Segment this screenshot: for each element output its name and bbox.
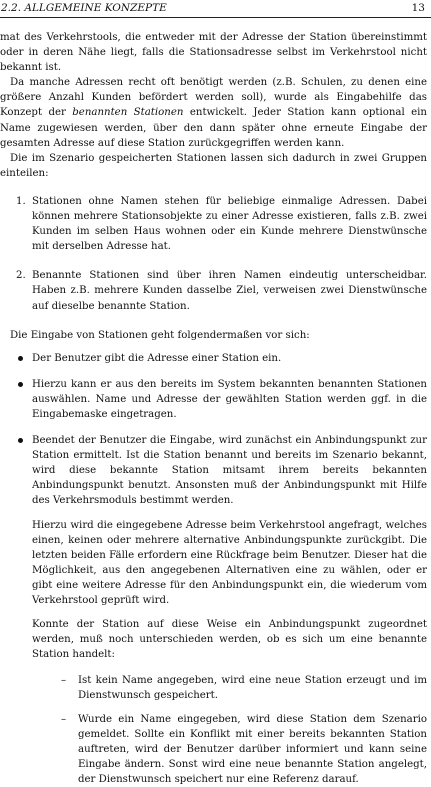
paragraph-step-3-check: Konnte der Station auf diese Weise ein Anbindungspunkt zugeordnet werden, muß noch unterschieden werden, ob es sich um eine benannte Station handelt:	[32, 619, 427, 661]
list-item-text: Stationen ohne Namen stehen für beliebige einmalige Adressen. Dabei können mehrere Stationsobjekte zu einer Adresse existieren, falls z.B. zwei Kunden im selben Haus wohnen oder ein Kunde mehrere Dienstwünsche mit derselben Adresse hat.	[32, 195, 427, 253]
dash-marker: –	[61, 713, 67, 725]
list-item-text: Hierzu kann er aus den bereits im System bekannten benannten Stationen auswählen. Name und Adresse der gewählten Station werden ggf. in die Eingabemaske eingetragen.	[32, 378, 427, 420]
list-item-text: Ist kein Name angegeben, wird eine neue Station erzeugt und im Dienstwunsch gespeichert.	[78, 675, 427, 702]
paragraph-step-3-query: Hierzu wird die eingegebene Adresse beim Verkehrstool angefragt, welches einen, keinen oder mehrere alternative Anbindungspunkte zurückgibt. Die letzten beiden Fälle erfordern eine Rückfrage beim Benutzer. Dieser hat die Möglichkeit, aus den angegebenen Alternativen eine zu wählen, oder er gibt eine weitere Adresse für den Anbindungspunkt ein, die wiederum vom Verkehrstool geprüft wird.	[32, 519, 427, 606]
paragraph-continuation: mat des Verkehrstools, die entweder mit der Adresse der Station übereinstimmt oder in deren Nähe liegt, falls die Stationsadresse selbst im Verkehrstool nicht bekannt ist.	[0, 32, 427, 74]
bullet-icon	[18, 382, 23, 387]
list-item-text: Der Benutzer gibt die Adresse einer Station ein.	[32, 352, 282, 364]
list-item-group-2	[0, 268, 427, 313]
list-item-text: Beendet der Benutzer die Eingabe, wird zunächst ein Anbindungspunkt zur Station ermittelt. Ist die Station benannt und bereits im Szenario bekannt, wird diese bekannte Station mitsamt ihrem bereits bekannten Anbindungspunkt benutzt. Ansonsten muß der Anbindungspunkt mit Hilfe des Verkehrsmoduls bestimmt werden.	[32, 435, 427, 507]
dash-marker: –	[61, 675, 67, 687]
bullet-icon	[18, 356, 23, 361]
paragraph-procedure-intro: Die Eingabe von Stationen geht folgendermaßen vor sich:	[10, 329, 310, 341]
body-text	[0, 30, 427, 787]
section-title: 2.2. ALLGEMEINE KONZEPTE	[1, 2, 167, 14]
paragraph-groups-intro: Die im Szenario gespeicherten Stationen lassen sich dadurch in zwei Gruppen einteilen:	[0, 152, 427, 179]
list-item-text: Wurde ein Name eingegeben, wird diese Station dem Szenario gemeldet. Sollte ein Konflikt mit einer bereits bekannten Station auftreten, wird der Benutzer darüber informiert und kann seine Eingabe ändern. Sonst wird eine neue benannte Station angelegt, der Dienstwunsch speichert nur eine Referenz darauf.	[78, 713, 427, 785]
list-item-step-1	[0, 351, 427, 366]
running-header	[0, 0, 431, 20]
list-item-group-1	[0, 194, 427, 254]
list-item-text: Benannte Stationen sind über ihren Namen eindeutig unterscheidbar. Haben z.B. mehrere Kunden dasselbe Ziel, verweisen zwei Dienstwünsche auf dieselbe benannte Station.	[32, 270, 427, 312]
list-item-case-named	[0, 712, 427, 787]
page-number: 13	[411, 2, 425, 14]
step-3-details	[0, 518, 427, 663]
list-item-case-no-name	[0, 673, 427, 703]
list-item-step-3	[0, 433, 427, 508]
procedure-list	[0, 351, 427, 509]
list-number: 2.	[16, 270, 26, 282]
header-rule	[0, 17, 431, 18]
bullet-icon	[18, 438, 23, 443]
emphasis-term: benannten Stationen	[72, 107, 184, 119]
paragraph-named-stations: Da manche Adressen recht oft benötigt werden (z.B. Schulen, zu denen eine größere Anzahl Kunden befördert werden soll), wurde als Eingabehilfe das Konzept der benannten Stationen entwickelt. Jeder Station kann optional ein Name zugewiesen werden, über den dann später ohne erneute Eingabe der gesamten Adresse auf diese Station zurückgegriffen werden kann.	[0, 77, 427, 149]
list-number: 1.	[16, 195, 26, 207]
list-item-step-2	[0, 377, 427, 422]
